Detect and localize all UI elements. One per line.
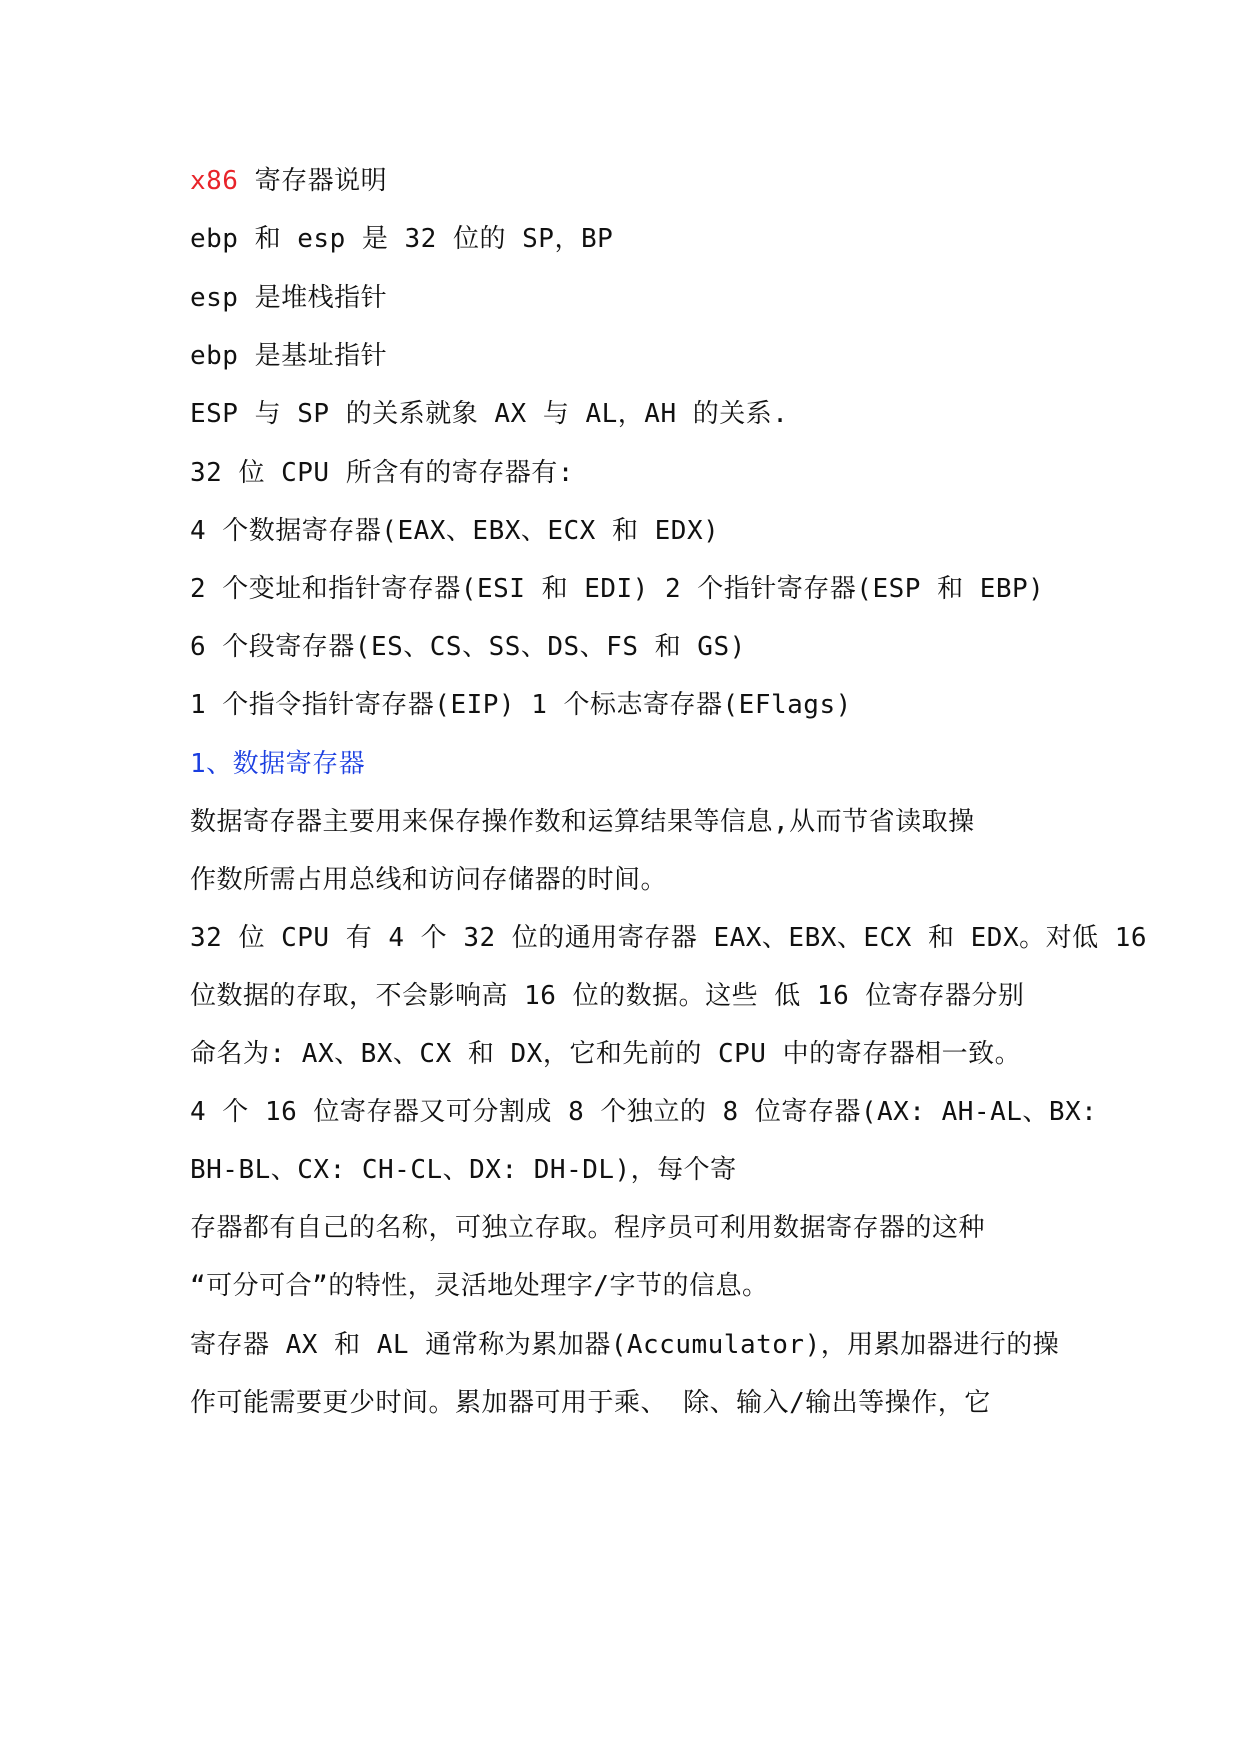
section-heading: 1、数据寄存器 — [190, 749, 366, 779]
paragraph-line: 4 个 16 位寄存器又可分割成 8 个独立的 8 位寄存器(AX: AH-AL、BX: — [190, 1097, 1098, 1127]
text-line: 32 位 CPU 所含有的寄存器有: — [190, 458, 574, 488]
document-title — [190, 163, 1070, 199]
paragraph-line: 作数所需占用总线和访问存储器的时间。 — [190, 865, 668, 895]
paragraph-line: 命名为: AX、BX、CX 和 DX，它和先前的 CPU 中的寄存器相一致。 — [190, 1039, 1022, 1069]
paragraph-line: 作可能需要更少时间。累加器可用于乘、 除、输入/输出等操作，它 — [190, 1388, 991, 1418]
paragraph-line: 32 位 CPU 有 4 个 32 位的通用寄存器 EAX、EBX、ECX 和 EDX。对低 16 — [190, 923, 1148, 953]
text-line: ebp 是基址指针 — [190, 341, 388, 371]
text-line: 1 个指令指针寄存器(EIP) 1 个标志寄存器(EFlags) — [190, 690, 852, 720]
text-line: ESP 与 SP 的关系就象 AX 与 AL，AH 的关系. — [190, 399, 789, 429]
title-prefix: x86 — [190, 166, 239, 196]
text-line: 4 个数据寄存器(EAX、EBX、ECX 和 EDX) — [190, 516, 720, 546]
paragraph-line: 数据寄存器主要用来保存操作数和运算结果等信息,从而节省读取操 — [190, 807, 975, 837]
paragraph-line: 存器都有自己的名称，可独立存取。程序员可利用数据寄存器的这种 — [190, 1213, 986, 1243]
paragraph-line: 寄存器 AX 和 AL 通常称为累加器(Accumulator)，用累加器进行的操 — [190, 1330, 1060, 1360]
text-line: 2 个变址和指针寄存器(ESI 和 EDI) 2 个指针寄存器(ESP 和 EBP) — [190, 574, 1045, 604]
paragraph-line: “可分可合”的特性，灵活地处理字/字节的信息。 — [190, 1271, 769, 1301]
title-rest: 寄存器说明 — [238, 166, 388, 196]
text-line: 6 个段寄存器(ES、CS、SS、DS、FS 和 GS) — [190, 632, 746, 662]
paragraph-line: BH-BL、CX: CH-CL、DX: DH-DL)，每个寄 — [190, 1155, 737, 1185]
paragraph-line: 位数据的存取，不会影响高 16 位的数据。这些 低 16 位寄存器分别 — [190, 981, 1025, 1011]
text-line: ebp 和 esp 是 32 位的 SP，BP — [190, 224, 614, 254]
text-line: esp 是堆栈指针 — [190, 283, 388, 313]
